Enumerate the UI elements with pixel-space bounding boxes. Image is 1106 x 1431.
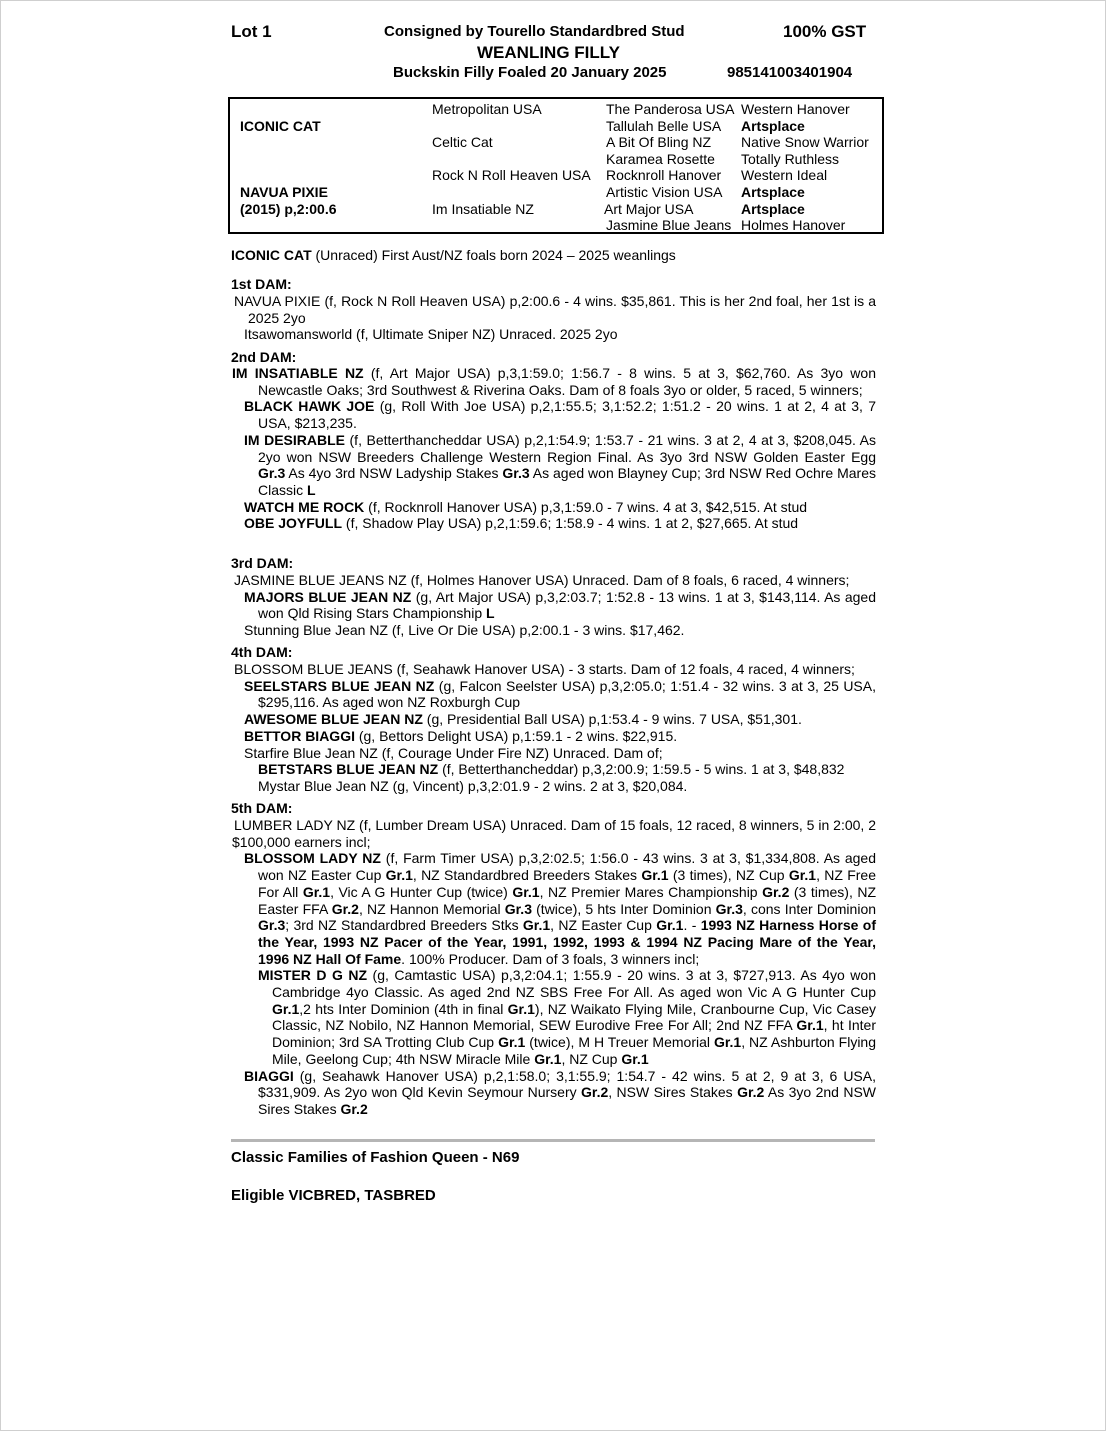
pedigree-gen3-4: Karamea Rosette: [606, 151, 715, 167]
pedigree-gen3-2: Tallulah Belle USA: [606, 118, 722, 134]
dam2-progeny-3-name: WATCH ME ROCK: [244, 498, 365, 515]
dam2-main-name: IM INSATIABLE NZ: [232, 365, 364, 381]
dam2-progeny-4-text: (f, Shadow Play USA) p,2,1:59.6; 1:58.9 - 4 wins. 1 at 2, $27,665. At stud: [342, 515, 799, 532]
dam5-p1-t3: (3 times), NZ Cup: [668, 867, 789, 884]
dam4-progeny-4: Starfire Blue Jean NZ (f, Courage Under Fire NZ) Unraced. Dam of;: [244, 744, 663, 761]
sire-note-text: (Unraced) First Aust/NZ foals born 2024 – 2025 weanlings: [311, 247, 676, 263]
microchip-number: 985141003401904: [727, 64, 853, 81]
dam5-p2-t3: As 3yo 2nd NSW Sires Stakes: [258, 1084, 877, 1117]
dam4-grand-progeny-1-text: (f, Betterthancheddar) p,3,2:00.9; 1:59.5 - 5 wins. 1 at 3, $48,832: [438, 761, 845, 778]
pedigree-gen3-7: Art Major USA: [604, 201, 694, 217]
dam5-progeny-2: [232, 1068, 876, 1118]
pedigree-gen3-1: The Panderosa USA: [606, 101, 735, 117]
dam5-p1-t13: . -: [683, 917, 701, 934]
dam5-p1-t2: , NZ Standardbred Breeders Stakes: [412, 867, 642, 884]
family-line: Classic Families of Fashion Queen - N69: [231, 1149, 520, 1166]
dam2-heading: 2nd DAM:: [231, 349, 297, 365]
dam2-main: [232, 365, 876, 398]
dam5-gp1-g4: Gr.1: [498, 1034, 526, 1051]
dam5-p1-t12: , NZ Easter Cup: [550, 917, 657, 934]
dam5-p2-g2: Gr.2: [737, 1084, 765, 1101]
pedigree-gen4-7: Artsplace: [741, 201, 805, 217]
pedigree-gen3-8: Jasmine Blue Jeans: [606, 217, 732, 233]
dam5-p1-g6: Gr.2: [762, 883, 790, 900]
dam5-gp1-g5: Gr.1: [713, 1034, 742, 1051]
dam1-main: NAVUA PIXIE (f, Rock N Roll Heaven USA) p,2:00.6 - 4 wins. $35,861. This is her 2nd foal, her 1st is a 2025 2yo: [234, 293, 876, 326]
dam3-main: JASMINE BLUE JEANS NZ (f, Holmes Hanover USA) Unraced. Dam of 8 foals, 6 raced, 4 winners;: [234, 572, 850, 588]
dam2-progeny-1: [232, 398, 876, 431]
section-divider: [231, 1139, 875, 1142]
dam5-p1-g10: Gr.3: [258, 917, 286, 934]
pedigree-gen4-3: Native Snow Warrior: [741, 134, 869, 150]
dam4-grand-progeny-1-name: BETSTARS BLUE JEAN NZ: [258, 761, 439, 778]
dam5-p1-g7: Gr.2: [331, 900, 359, 917]
dam5-gp1-g6: Gr.1: [534, 1050, 562, 1067]
dam5-progeny-1-name: BLOSSOM LADY NZ: [244, 850, 381, 867]
pedigree-dam: NAVUA PIXIE: [240, 184, 328, 200]
dam5-gp1-t6: , NZ Ashburton Flying Mile, Geelong Cup; 4th NSW Miracle Mile: [272, 1034, 877, 1067]
dam2-progeny-4: [232, 515, 876, 532]
dam5-p1-honours: 1993 NZ Harness Horse of the Year, 1993 NZ Pacer of the Year, 1991, 1992, 1993 & 1994 NZ Pacing Mare of the Year, 1996 NZ Hall Of Fame: [258, 917, 876, 967]
dam2-progeny-2-text-1: (f, Betterthancheddar USA) p,2,1:54.9; 1:53.7 - 21 wins. 3 at 2, 4 at 3, $208,045. As 2yo won NSW Breeders Challenge Western Region Final. As 3yo 3rd NSW Golden Easter Egg: [258, 431, 876, 465]
dam5-p1-g2: Gr.1: [641, 867, 669, 884]
dam5-entries: [232, 817, 876, 1118]
dam5-p1-t14: . 100% Producer. Dam of 3 foals, 3 winners incl;: [401, 950, 700, 967]
dam4-progeny-3-name: BETTOR BIAGGI: [244, 727, 355, 744]
eligibility-line: Eligible VICBRED, TASBRED: [231, 1187, 436, 1204]
dam5-p1-g12: Gr.1: [656, 917, 684, 934]
dam1-heading: 1st DAM:: [231, 276, 292, 292]
dam2-progeny-3-text: (f, Rocknroll Hanover USA) p,3,1:59.0 - 7 wins. 4 at 3, $42,515. At stud: [364, 498, 808, 515]
pedigree-gen3-6: Artistic Vision USA: [606, 184, 723, 200]
lot-number: Lot 1: [231, 22, 272, 41]
pedigree-gen4-5: Western Ideal: [741, 167, 828, 183]
pedigree-grandsire: Metropolitan USA: [432, 101, 542, 117]
dam5-p2-g1: Gr.2: [581, 1084, 609, 1101]
dam5-p1-t10: , cons Inter Dominion: [742, 900, 877, 917]
dam2-progeny-1-name: BLACK HAWK JOE: [244, 398, 375, 415]
dam5-grand-progeny-1: [232, 967, 876, 1067]
dam5-p1-t11: ; 3rd NZ Standardbred Breeders Stks: [285, 917, 523, 934]
sire-note: [231, 247, 875, 264]
dam5-gp1-t3: ), NZ Waikato Flying Mile, Cranbourne Cup, Vic Casey Classic, NZ Nobilo, NZ Hannon Memorial, SEW Eurodive Free For All; 2nd NZ FFA: [272, 1000, 876, 1034]
dam5-p1-t7: (3 times), NZ Easter FFA: [258, 883, 877, 917]
dam5-gp1-t1: (g, Camtastic USA) p,3,2:04.1; 1:55.9 - 20 wins. 3 at 3, $727,913. As 4yo won Cambridge 4yo Classic. As aged 2nd NZ SBS Free For All. As aged won Vic A G Hunter Cup: [272, 967, 876, 1001]
dam5-main: LUMBER LADY NZ (f, Lumber Dream USA) Unraced. Dam of 15 foals, 12 raced, 8 winners, 5 in 2:00, 2 $100,000 earners incl;: [232, 817, 876, 850]
dam2-progeny-2-text-3: As aged won Blayney Cup; 3rd NSW Red Ochre Mares Classic: [258, 465, 876, 498]
dam5-p2-t1: (g, Seahawk Hanover USA) p,2,1:58.0; 3,1:55.9; 1:54.7 - 42 wins. 5 at 2, 9 at 3, 6 USA, $331,909. As 2yo won Qld Kevin Seymour Nursery: [258, 1067, 876, 1101]
dam5-p2-t2: , NSW Sires Stakes: [608, 1084, 738, 1101]
dam4-entries: [232, 661, 876, 795]
dam5-gp1-t2: ,2 hts Inter Dominion (4th in final: [299, 1000, 508, 1017]
dam4-progeny-1: [232, 678, 876, 711]
dam4-heading: 4th DAM:: [231, 644, 293, 660]
page-title: WEANLING FILLY: [477, 43, 620, 62]
dam5-p2-g3: Gr.2: [340, 1100, 368, 1117]
pedigree-gen4-6: Artsplace: [741, 184, 805, 200]
dam4-progeny-3-text: (g, Bettors Delight USA) p,1:59.1 - 2 wins. $22,915.: [354, 727, 678, 744]
dam2-entries: [232, 365, 876, 532]
pedigree-gen4-4: Totally Ruthless: [741, 151, 840, 167]
dam5-p1-g1: Gr.1: [385, 867, 413, 884]
dam5-gp1-g2: Gr.1: [507, 1000, 535, 1017]
dam5-p1-t1: (f, Farm Timer USA) p,3,2:02.5; 1:56.0 - 43 wins. 3 at 3, $1,334,808. As aged won NZ Easter Cup: [258, 850, 877, 884]
pedigree-dam-record: (2015) p,2:00.6: [240, 201, 337, 217]
pedigree-gen3-5: Rocknroll Hanover: [606, 167, 722, 183]
dam3-progeny-1-listed: L: [486, 605, 495, 622]
horse-description: Buckskin Filly Foaled 20 January 2025: [393, 64, 667, 81]
dam5-p1-t6: , NZ Premier Mares Championship: [539, 883, 763, 900]
dam3-entries: [232, 572, 876, 639]
dam4-grand-progeny-1: [232, 761, 876, 778]
pedigree-granddam: Im Insatiable NZ: [432, 201, 534, 217]
consignor: Consigned by Tourello Standardbred Stud: [384, 23, 685, 40]
gst-label: 100% GST: [783, 22, 867, 41]
dam1-entries: [232, 293, 876, 343]
dam2-main-text: (f, Art Major USA) p,3,1:59.0; 1:56.7 - 8 wins. 5 at 3, $62,760. As 3yo won Newcastle Oaks; 3rd Southwest & Riverina Oaks. Dam of 8 foals 3yo or older, 5 raced, 5 winners;: [258, 365, 876, 398]
pedigree-sire: ICONIC CAT: [240, 118, 321, 134]
dam3-progeny-1-text: (g, Art Major USA) p,3,2:03.7; 1:52.8 - 13 wins. 1 at 3, $143,114. As aged won Qld Rising Stars Championship: [258, 588, 876, 622]
dam2-progeny-2-name: IM DESIRABLE: [244, 431, 345, 448]
dam1-progeny-1: Itsawomansworld (f, Ultimate Sniper NZ) Unraced. 2025 2yo: [244, 326, 618, 343]
dam5-grand-progeny-1-name: MISTER D G NZ: [258, 967, 368, 984]
dam2-progeny-2-listed: L: [307, 481, 316, 498]
dam2-progeny-3: [232, 499, 876, 516]
dam4-progeny-2: [232, 711, 876, 728]
dam2-progeny-1-text: (g, Roll With Joe USA) p,2,1:55.5; 3,1:52.2; 1:51.2 - 20 wins. 1 at 2, 4 at 3, 7 USA, $213,235.: [258, 398, 877, 432]
pedigree-gen3-3: A Bit Of Bling NZ: [606, 134, 712, 150]
dam3-progeny-1: [232, 589, 876, 622]
dam3-progeny-2: Stunning Blue Jean NZ (f, Live Or Die USA) p,2:00.1 - 3 wins. $17,462.: [244, 622, 685, 639]
dam4-progeny-2-text: (g, Presidential Ball USA) p,1:53.4 - 9 wins. 7 USA, $51,301.: [422, 711, 802, 728]
dam2-progeny-4-name: OBE JOYFULL: [244, 515, 343, 532]
dam5-gp1-t4: , ht Inter Dominion; 3rd SA Trotting Club Cup: [272, 1017, 876, 1051]
dam5-p1-t8: , NZ Hannon Memorial: [358, 900, 505, 917]
dam5-gp1-g1: Gr.1: [272, 1000, 300, 1017]
dam5-progeny-1: [232, 850, 876, 967]
sire-note-name: ICONIC CAT: [231, 247, 312, 263]
dam2-progeny-2-grade-1: Gr.3: [258, 465, 286, 482]
dam2-progeny-2-grade-2: Gr.3: [502, 465, 530, 482]
dam4-progeny-1-text: (g, Falcon Seelster USA) p,3,2:05.0; 1:51.4 - 32 wins. 3 at 3, 25 USA, $295,116. As aged won NZ Roxburgh Cup: [258, 677, 876, 711]
dam5-gp1-t5: (twice), M H Treuer Memorial: [525, 1034, 714, 1051]
dam4-grand-progeny-2: Mystar Blue Jean NZ (g, Vincent) p,3,2:01.9 - 2 wins. 2 at 3, $20,084.: [258, 777, 688, 794]
pedigree-gen4-2: Artsplace: [741, 118, 805, 134]
dam5-p1-g11: Gr.1: [522, 917, 551, 934]
dam5-gp1-g3: Gr.1: [796, 1017, 824, 1034]
dam5-gp1-g7: Gr.1: [621, 1050, 649, 1067]
dam5-progeny-2-name: BIAGGI: [244, 1067, 294, 1084]
dam4-progeny-2-name: AWESOME BLUE JEAN NZ: [244, 711, 423, 728]
dam5-heading: 5th DAM:: [231, 800, 293, 816]
pedigree-dam-sire: Rock N Roll Heaven USA: [432, 167, 591, 183]
dam2-progeny-2: [232, 432, 876, 499]
dam4-main: BLOSSOM BLUE JEANS (f, Seahawk Hanover USA) - 3 starts. Dam of 12 foals, 4 raced, 4 winners;: [234, 661, 855, 677]
dam5-p1-t4: , NZ Free For All: [258, 867, 876, 900]
dam5-p1-t9: (twice), 5 hts Inter Dominion: [531, 900, 716, 917]
dam5-p1-g8: Gr.3: [504, 900, 532, 917]
dam5-p1-t5: , Vic A G Hunter Cup (twice): [330, 883, 513, 900]
dam5-p1-g3: Gr.1: [788, 867, 817, 884]
pedigree-gen4-8: Holmes Hanover: [741, 217, 846, 233]
dam5-gp1-t7: , NZ Cup: [561, 1050, 622, 1067]
pedigree-gen4-1: Western Hanover: [741, 101, 850, 117]
dam5-p1-g9: Gr.3: [715, 900, 743, 917]
dam4-progeny-3: [232, 728, 876, 745]
dam3-heading: 3rd DAM:: [231, 555, 294, 571]
dam4-progeny-1-name: SEELSTARS BLUE JEAN NZ: [244, 677, 435, 694]
dam3-progeny-1-name: MAJORS BLUE JEAN NZ: [244, 588, 412, 605]
dam2-progeny-2-text-2: As 4yo 3rd NSW Ladyship Stakes: [285, 465, 503, 482]
dam5-p1-g4: Gr.1: [302, 883, 331, 900]
pedigree-granddam-sire-side: Celtic Cat: [432, 134, 493, 150]
dam5-p1-g5: Gr.1: [512, 883, 540, 900]
